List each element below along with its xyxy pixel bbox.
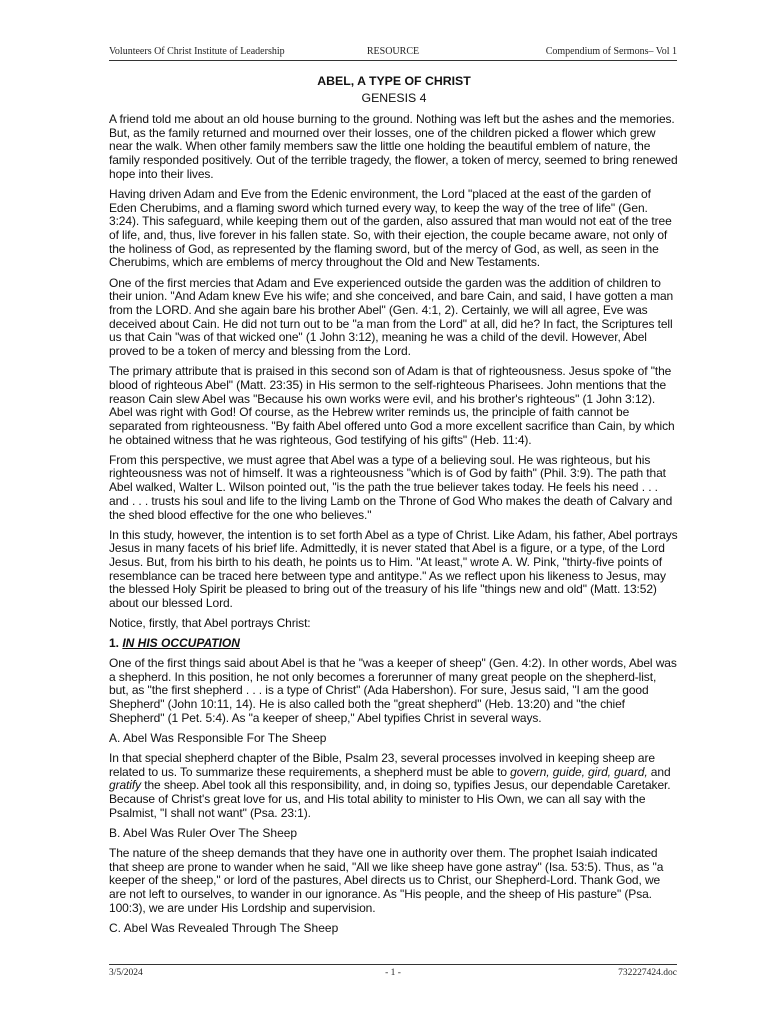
- header-organization: Volunteers Of Christ Institute of Leadership: [109, 46, 285, 57]
- section-1-title: IN HIS OCCUPATION: [122, 636, 240, 651]
- subsection-b-heading: B. Abel Was Ruler Over The Sheep: [109, 825, 298, 840]
- paragraph-7: Notice, firstly, that Abel portrays Christ:: [109, 616, 311, 631]
- footer-date: 3/5/2024: [109, 968, 143, 978]
- footer-page-number: - 1 -: [385, 968, 401, 978]
- subsection-a-heading: A. Abel Was Responsible For The Sheep: [109, 730, 327, 745]
- paragraph-3: One of the first mercies that Adam and Eve experienced outside the garden was the addition of children to their union. "And Adam knew Eve his wife; and she conceived, and bare Cain, and said, I have gotten a man from the LORD. And she again bare his brother Abel" (Gen. 4:1, 2). Certainly, we will all agree, Eve was deceived about Cain. He did not turn out to be "a man from the Lord" at all, did he? In fact, the Scriptures tell us that Cain "was of that wicked one" (1 John 3:12), meaning he was a child of the devil. However, Abel proved to be a token of mercy and blessing from the Lord.: [109, 275, 674, 359]
- document-body: [109, 74, 679, 942]
- paragraph-1: A friend told me about an old house burning to the ground. Nothing was left but the ashes and the memories. But, as the family returned and mourned over their losses, one of the children picked a flower which grew near the walk. When other family members saw the little one holding the beautiful emblem of nature, the family responded positively. Out of the terrible tragedy, the flower, a token of mercy, seemed to bring renewed hope into their lives.: [109, 112, 678, 181]
- paragraph-5: From this perspective, we must agree that Abel was a type of a believing soul. He was righteous, but his righteousness was not of himself. It was a righteousness "which is of God by faith" (Phil. 3:9). The path that Abel walked, Walter L. Wilson pointed out, "is the path the true believer takes today. He feels his need . . . and . . . trusts his soul and life to the living Lamb on the Throne of God Who makes the death of Calvary and the shed blood effective for the one who believes.": [109, 452, 673, 522]
- section-1-heading: [109, 637, 679, 651]
- page-footer: [109, 964, 677, 981]
- subsection-a-italic-1: govern, guide, gird, guard,: [510, 764, 648, 779]
- document-subtitle: GENESIS 4: [361, 91, 427, 105]
- header-volume: Compendium of Sermons– Vol 1: [545, 46, 677, 57]
- subsection-a-text-part-3: the sheep. Abel took all this responsibility, and, in doing so, typifies Jesus, our dependable Caretaker. Because of Christ's great love for us, and His total ability to minister to His Own, we can all say with the Psalmist, "I shall not want" (Psa. 23:1).: [109, 778, 671, 820]
- document-title: ABEL, A TYPE OF CHRIST: [317, 74, 471, 88]
- section-1-number: 1.: [109, 636, 123, 651]
- subsection-a-text-part-2: and: [647, 764, 671, 779]
- section-1-intro: One of the first things said about Abel is that he "was a keeper of sheep" (Gen. 4:2). In other words, Abel was a shepherd. In this position, he not only becomes a forerunner of many great people on the shepherd-list, but, as "the first shepherd . . . is a type of Christ" (Ada Habershon). For sure, Jesus said, "I am the good Shepherd" (John 10:11, 14). He is also called both the "great shepherd" (Heb. 13:20) and "the chief Shepherd" (1 Pet. 5:4). As "a keeper of sheep," Abel typifies Christ in several ways.: [109, 656, 677, 725]
- subsection-a-text-part-1: In that special shepherd chapter of the Bible, Psalm 23, several processes involved in keeping sheep are related to us. To summarize these requirements, a shepherd must be able to: [109, 751, 655, 779]
- header-resource-label: RESOURCE: [366, 46, 420, 57]
- subsection-a-text: [109, 752, 679, 821]
- paragraph-4: The primary attribute that is praised in this second son of Adam is that of righteousness. Jesus spoke of "the blood of righteous Abel" (Matt. 23:35) in His sermon to the self-righteous Pharisees. John mentions that the reason Cain slew Abel was "Because his own works were evil, and his brother's righteous" (1 John 3:12). Abel was right with God! Of course, as the Hebrew writer reminds us, the principle of faith cannot be separated from righteousness. "By faith Abel offered unto God a more excellent sacrifice than Cain, by which he obtained witness that he was righteous, God testifying of his gifts" (Heb. 11:4).: [109, 364, 675, 447]
- subsection-b-text: The nature of the sheep demands that they have one in authority over them. The prophet Isaiah indicated that sheep are prone to wander when he said, "All we like sheep have gone astray" (Isa. 53:5). Thus, as "a keeper of the sheep," or lord of the pastures, Abel directs us to Christ, our Shepherd-Lord. Thank God, we are not left to ourselves, to wander in our ignorance. As "His people, and the sheep of His pasture" (Psa. 100:3), we are under His Lordship and supervision.: [109, 846, 664, 915]
- footer-filename: 732227424.doc: [618, 968, 677, 978]
- subsection-a-italic-2: gratify: [109, 778, 141, 793]
- paragraph-6: In this study, however, the intention is to set forth Abel as a type of Christ. Like Adam, his father, Abel portrays Jesus in many facets of his brief life. Admittedly, it is never stated that Abel is a figure, or a type, of the Lord Jesus. But, from his birth to his death, he points us to Him. "At least," wrote A. W. Pink, "thirty-five points of resemblance can be traced here between type and antitype." As we reflect upon his likeness to Jesus, may the blessed Holy Spirit be pleased to bring out of the treasury of his life "things new and old" (Matt. 13:52) about our blessed Lord.: [109, 527, 678, 611]
- paragraph-2: Having driven Adam and Eve from the Edenic environment, the Lord "placed at the east of the garden of Eden Cherubims, and a flaming sword which turned every way, to keep the way of the tree of life" (Gen. 3:24). This safeguard, while keeping them out of the garden, also assured that man would not eat of the tree of life, and, thus, live forever in his fallen state. So, with their ejection, the couple became aware, not only of the holiness of God, as represented by the flaming sword, but of the mercy of God, as well, as seen in the Cherubims, which are emblems of mercy throughout the Old and New Testaments.: [109, 186, 672, 270]
- subsection-c-heading: C. Abel Was Revealed Through The Sheep: [109, 920, 339, 935]
- page-header: [109, 46, 677, 61]
